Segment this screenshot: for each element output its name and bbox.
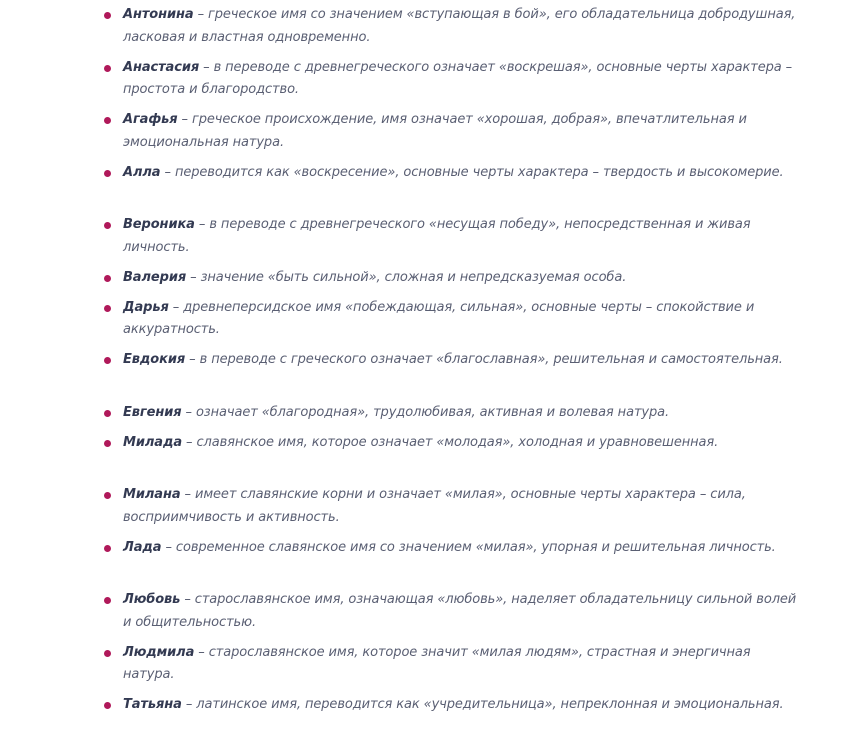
item-dash: – [160, 164, 175, 180]
item-name: Людмила [123, 644, 195, 660]
item-description: славянское имя, которое означает «молодая», холодная и уравновешенная. [196, 434, 719, 450]
bullet-icon [104, 650, 111, 657]
item-description: латинское имя, переводится как «учредительница», непреклонная и эмоциональная. [196, 697, 784, 712]
bullet-icon [104, 170, 111, 177]
list-item [104, 484, 804, 529]
list-item [104, 109, 804, 154]
item-description: в переводе с греческого означает «благославная», решительная и самостоятельная. [199, 352, 783, 367]
item-name: Евдокия [123, 352, 186, 367]
item-name: Дарья [123, 299, 169, 315]
item-name: Любовь [123, 592, 181, 607]
list-item [104, 402, 804, 425]
item-description: значение «быть сильной», сложная и непредсказуемая особа. [200, 269, 627, 285]
bullet-icon [104, 597, 111, 604]
item-name: Агафья [123, 112, 178, 127]
item-description: переводится как «воскресение», основные черты характера – твердость и высокомерие. [174, 164, 784, 180]
item-name: Лада [123, 539, 162, 555]
item-description: древнеперсидское имя «побеждающая, сильная», основные черты – спокойствие и аккуратность. [123, 299, 755, 337]
item-description: старославянское имя, означающая «любовь», наделяет обладательницу сильной волей и общительностью. [123, 592, 797, 630]
item-description: в переводе с древнегреческого означает «воскрешая», основные черты характера – простота и благородство. [123, 59, 793, 97]
bullet-icon [104, 440, 111, 447]
bullet-icon [104, 702, 111, 709]
item-name: Милада [123, 434, 183, 450]
list-item [104, 589, 804, 634]
bullet-icon [104, 117, 111, 124]
item-dash: – [199, 59, 214, 75]
list-item [104, 214, 804, 259]
list-item [104, 537, 804, 582]
list-item [104, 297, 804, 342]
item-name: Алла [123, 164, 161, 180]
bullet-icon [104, 222, 111, 229]
item-description: старославянское имя, которое значит «милая людям», страстная и энергичная натура. [123, 644, 751, 682]
bullet-icon [104, 12, 111, 19]
bullet-icon [104, 357, 111, 364]
item-dash: – [182, 434, 197, 450]
bullet-icon [104, 65, 111, 72]
list-item [104, 432, 804, 477]
list-item [104, 162, 804, 207]
names-list [104, 4, 804, 747]
item-description: современное славянское имя со значением «милая», упорная и решительная личность. [175, 539, 776, 555]
item-description: означает «благородная», трудолюбивая, активная и волевая натура. [195, 404, 670, 420]
item-dash: – [193, 7, 209, 22]
item-dash: – [180, 487, 195, 502]
bullet-icon [104, 492, 111, 499]
item-dash: – [194, 644, 209, 660]
list-item [104, 349, 804, 394]
item-description: в переводе с древнегреческого «несущая победу», непосредственная и живая личность. [123, 217, 751, 255]
item-dash: – [177, 112, 192, 127]
item-name: Антонина [123, 7, 194, 22]
item-dash: – [161, 539, 176, 555]
item-dash: – [186, 269, 201, 285]
item-dash: – [181, 404, 196, 420]
list-item [104, 267, 804, 290]
item-dash: – [180, 592, 195, 607]
item-description: греческое происхождение, имя означает «хорошая, добрая», впечатлительная и эмоциональная натура. [123, 112, 747, 150]
item-dash: – [185, 352, 200, 367]
item-description: греческое имя со значением «вступающая в бой», его обладательница добродушная, ласковая и властная одновременно. [123, 7, 796, 45]
item-name: Милана [123, 487, 181, 502]
item-description: имеет славянские корни и означает «милая», основные черты характера – сила, восприимчивость и активность. [123, 487, 746, 525]
item-dash: – [168, 299, 184, 315]
item-dash: – [194, 217, 210, 232]
bullet-icon [104, 305, 111, 312]
list-item [104, 694, 804, 739]
list-item [104, 57, 804, 102]
list-item [104, 642, 804, 687]
item-name: Анастасия [123, 59, 200, 75]
item-dash: – [181, 697, 197, 712]
bullet-icon [104, 275, 111, 282]
bullet-icon [104, 410, 111, 417]
item-name: Евгения [123, 404, 182, 420]
item-name: Вероника [123, 217, 195, 232]
bullet-icon [104, 545, 111, 552]
list-item [104, 4, 804, 49]
item-name: Татьяна [123, 697, 182, 712]
item-name: Валерия [123, 269, 187, 285]
